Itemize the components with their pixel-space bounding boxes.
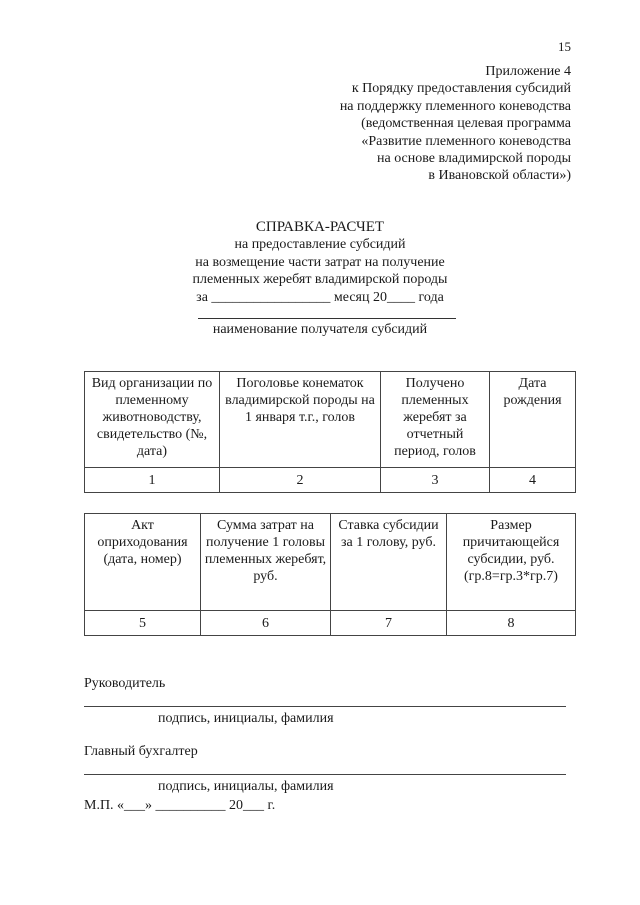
column-number: 3 xyxy=(381,468,490,493)
table-number-row xyxy=(85,611,576,636)
head-label: Руководитель xyxy=(84,676,166,691)
chief-accountant-signature-caption: подпись, инициалы, фамилия xyxy=(158,779,334,794)
column-number: 1 xyxy=(85,468,220,493)
appendix-header xyxy=(241,63,571,185)
column-header: Акт оприходования (дата, номер) xyxy=(85,514,201,611)
column-header: Дата рождения xyxy=(490,372,576,468)
table-header-row xyxy=(85,372,576,468)
column-header: Сумма затрат на получение 1 головы племенных жеребят, руб. xyxy=(201,514,331,611)
document-title: СПРАВКА-РАСЧЕТ xyxy=(255,219,385,235)
stamp-date-line: М.П. «___» __________ 20___ г. xyxy=(84,798,276,813)
column-header: Получено племенных жеребят за отчетный период, голов xyxy=(381,372,490,468)
appendix-line: на основе владимирской породы xyxy=(376,151,571,167)
recipient-caption: наименование получателя субсидий xyxy=(212,322,428,337)
appendix-line: на поддержку племенного коневодства xyxy=(339,98,571,114)
table-header-row xyxy=(85,514,576,611)
chief-accountant-signature-line xyxy=(84,774,566,775)
title-line: на предоставление субсидий xyxy=(234,237,406,253)
column-number: 6 xyxy=(201,611,331,636)
recipient-name-line xyxy=(198,318,456,319)
calculation-table-1 xyxy=(84,371,576,493)
page-number: 15 xyxy=(558,39,571,54)
title-line: на возмещение части затрат на получение xyxy=(195,254,445,270)
head-signature-line xyxy=(84,706,566,707)
column-number: 4 xyxy=(490,468,576,493)
column-number: 5 xyxy=(85,611,201,636)
column-number: 8 xyxy=(447,611,576,636)
appendix-line: Приложение 4 xyxy=(485,64,571,79)
appendix-line: в Ивановской области») xyxy=(428,168,571,184)
title-line: племенных жеребят владимирской породы xyxy=(192,272,448,288)
column-header: Вид организации по племенному животноводству, свидетельство (№, дата) xyxy=(85,372,220,468)
table-number-row xyxy=(85,468,576,493)
column-header: Поголовье конематок владимирской породы на 1 января т.г., голов xyxy=(220,372,381,468)
title-period-line: за _________________ месяц 20____ года xyxy=(196,289,444,305)
chief-accountant-label: Главный бухгалтер xyxy=(84,744,198,759)
appendix-line: (ведомственная целевая программа xyxy=(361,116,571,132)
appendix-line: «Развитие племенного коневодства xyxy=(361,133,571,149)
column-number: 2 xyxy=(220,468,381,493)
column-header: Размер причитающейся субсидии, руб. (гр.8=гр.3*гр.7) xyxy=(447,514,576,611)
appendix-line: к Порядку предоставления субсидий xyxy=(351,81,571,97)
head-signature-caption: подпись, инициалы, фамилия xyxy=(158,711,334,726)
column-header: Ставка субсидии за 1 голову, руб. xyxy=(331,514,447,611)
calculation-table-2 xyxy=(84,513,576,636)
document-title-block xyxy=(0,219,640,306)
column-number: 7 xyxy=(331,611,447,636)
